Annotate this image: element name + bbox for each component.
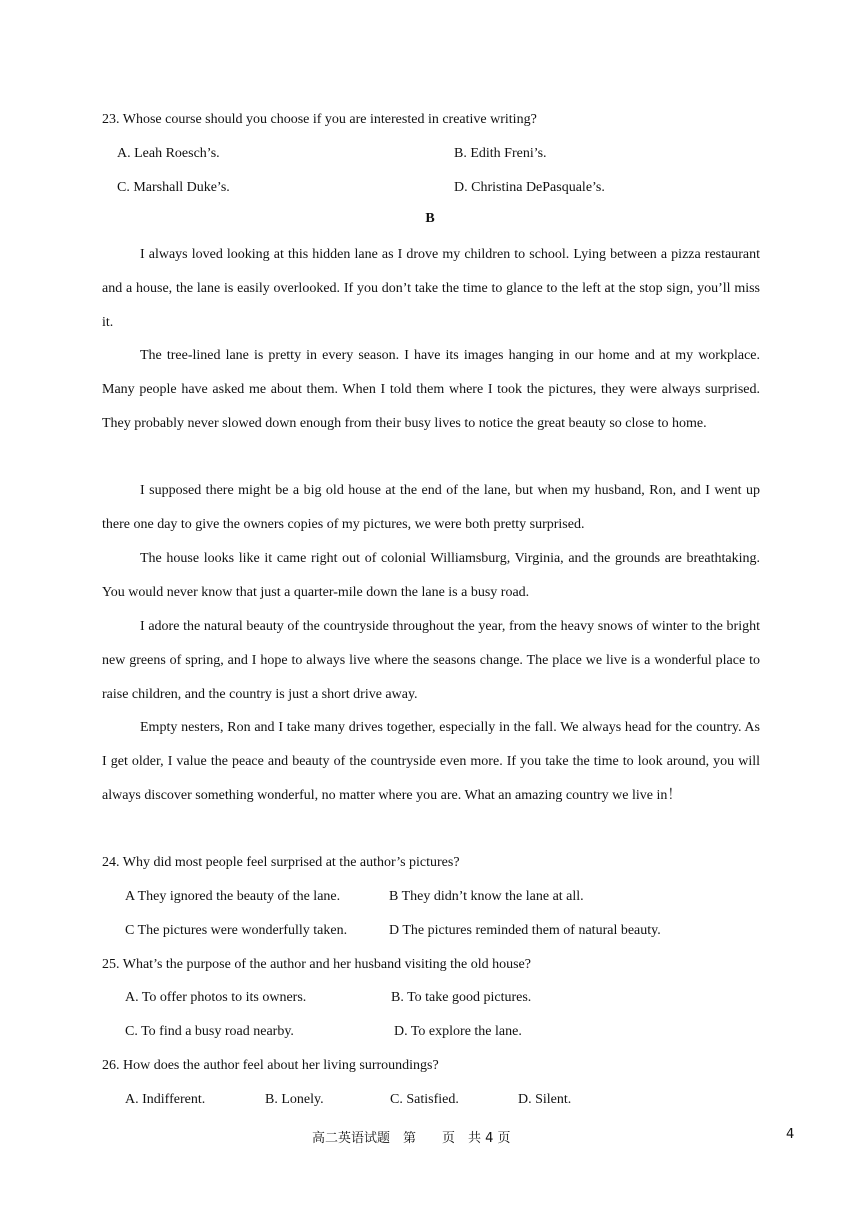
passage-paragraph-6: Empty nesters, Ron and I take many drives together, especially in the fall. We always head for the country. As I get older, I value the peace and beauty of the countryside even more. If you take the time to look around, you will always discover something wonderful, no matter where you are. What an amazing country we live in！ [102,720,760,803]
question-26-option-b: B. Lonely. [265,1092,324,1107]
question-25-option-b: B. To take good pictures. [391,990,532,1005]
question-23-option-d: D. Christina DePasquale’s. [454,180,605,195]
question-24-option-b: B They didn’t know the lane at all. [389,889,584,904]
page-number: 4 [786,1127,795,1142]
page-footer: 高二英语试题 第 页 共 4 页 [312,1131,511,1146]
passage-paragraph-3: I supposed there might be a big old house at the end of the lane, but when my husband, Ron, and I went up there one day to give the owners copies of my pictures, we were both pretty surprised. [102,483,760,532]
question-26-option-d: D. Silent. [518,1092,572,1107]
passage-paragraph-1: I always loved looking at this hidden lane as I drove my children to school. Lying between a pizza restaurant and a house, the lane is easily overlooked. If you don’t take the time to glance to the left at the stop sign, you’ll miss it. [102,247,760,330]
question-25-option-c: C. To find a busy road nearby. [125,1024,294,1039]
question-25-stem: 25. What’s the purpose of the author and her husband visiting the old house? [102,957,531,972]
question-24-option-a: A They ignored the beauty of the lane. [125,889,341,904]
question-23-option-c: C. Marshall Duke’s. [117,180,230,195]
question-26-option-a: A. Indifferent. [125,1092,206,1107]
question-26-stem: 26. How does the author feel about her living surroundings? [102,1058,439,1073]
question-25-option-d: D. To explore the lane. [394,1024,522,1039]
question-26-option-c: C. Satisfied. [390,1092,459,1107]
passage-paragraph-5: I adore the natural beauty of the countryside throughout the year, from the heavy snows of winter to the bright new greens of spring, and I hope to always live where the seasons change. The place we live is a wonderful place to raise children, and the country is just a short drive away. [102,619,760,702]
question-24-option-c: C The pictures were wonderfully taken. [125,923,348,938]
question-23-stem: 23. Whose course should you choose if you are interested in creative writing? [102,112,537,127]
question-23-option-b: B. Edith Freni’s. [454,146,547,161]
question-25-option-a: A. To offer photos to its owners. [125,990,307,1005]
question-24-stem: 24. Why did most people feel surprised at the author’s pictures? [102,855,460,870]
passage-paragraph-2: The tree-lined lane is pretty in every season. I have its images hanging in our home and at my workplace. Many people have asked me about them. When I told them where I took the pictures, they were always surprised. They probably never slowed down enough from their busy lives to notice the great beauty so close to home. [102,348,760,431]
passage-paragraph-4: The house looks like it came right out of colonial Williamsburg, Virginia, and the grounds are breathtaking. You would never know that just a quarter-mile down the lane is a busy road. [102,551,760,600]
question-24-option-d: D The pictures reminded them of natural beauty. [389,923,661,938]
section-heading: B [425,211,435,226]
question-23-option-a: A. Leah Roesch’s. [117,146,220,161]
